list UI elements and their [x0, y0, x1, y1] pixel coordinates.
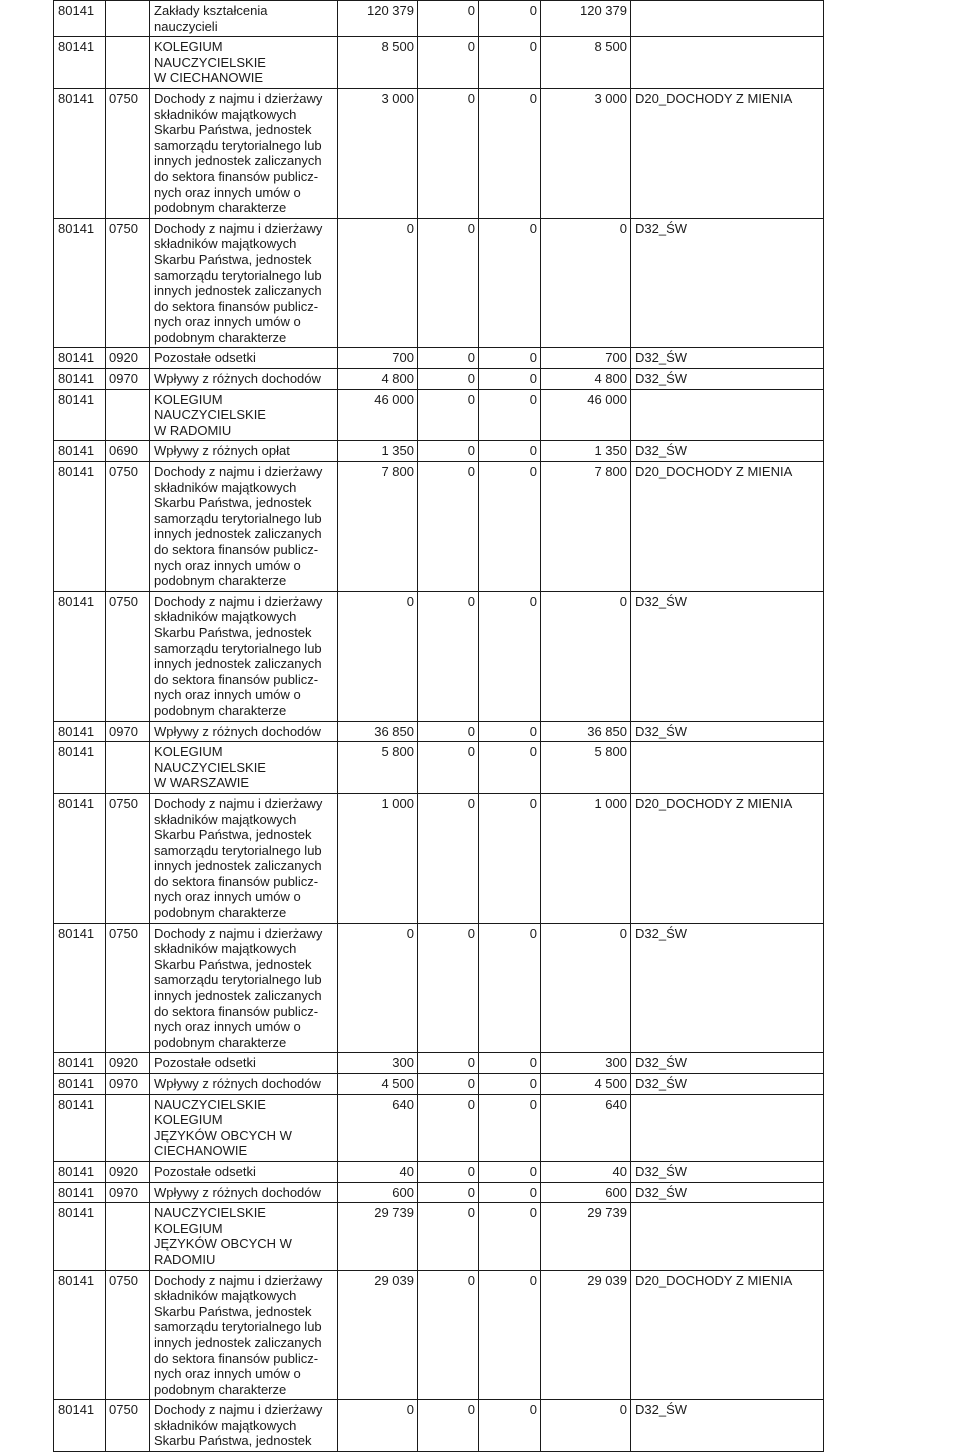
cell-change-1: 0: [418, 389, 479, 441]
cell-source: D20_DOCHODY Z MIENIA: [631, 1270, 824, 1400]
cell-change-2: 0: [479, 1161, 541, 1182]
cell-change-2: 0: [479, 389, 541, 441]
cell-description: Pozostałe odsetki: [150, 1161, 338, 1182]
cell-change-1: 0: [418, 88, 479, 218]
cell-chapter: 80141: [54, 1074, 106, 1095]
cell-description: Wpływy z różnych dochodów: [150, 369, 338, 390]
cell-change-1: 0: [418, 742, 479, 794]
cell-description: Pozostałe odsetki: [150, 348, 338, 369]
cell-after-change: 0: [541, 923, 631, 1053]
cell-source: D32_ŚW: [631, 591, 824, 721]
cell-paragraph: 0920: [106, 1053, 150, 1074]
cell-change-1: 0: [418, 441, 479, 462]
cell-after-change: 4 800: [541, 369, 631, 390]
cell-plan: 5 800: [338, 742, 418, 794]
table-row: [54, 1203, 824, 1270]
cell-change-2: 0: [479, 348, 541, 369]
cell-source: D32_ŚW: [631, 1161, 824, 1182]
cell-change-2: 0: [479, 1182, 541, 1203]
cell-after-change: 40: [541, 1161, 631, 1182]
cell-change-1: 0: [418, 348, 479, 369]
cell-source: D32_ŚW: [631, 1400, 824, 1452]
cell-source: [631, 1203, 824, 1270]
cell-chapter: 80141: [54, 1, 106, 37]
cell-source: [631, 389, 824, 441]
cell-change-1: 0: [418, 923, 479, 1053]
cell-after-change: 5 800: [541, 742, 631, 794]
cell-change-1: 0: [418, 1203, 479, 1270]
budget-table: [53, 0, 824, 1452]
cell-plan: 0: [338, 591, 418, 721]
cell-change-1: 0: [418, 462, 479, 592]
table-row: [54, 369, 824, 390]
cell-source: D32_ŚW: [631, 1074, 824, 1095]
cell-chapter: 80141: [54, 793, 106, 923]
cell-source: D20_DOCHODY Z MIENIA: [631, 88, 824, 218]
cell-description: KOLEGIUM NAUCZYCIELSKIE W CIECHANOWIE: [150, 37, 338, 89]
cell-plan: 120 379: [338, 1, 418, 37]
cell-change-2: 0: [479, 441, 541, 462]
cell-paragraph: 0750: [106, 591, 150, 721]
cell-chapter: 80141: [54, 591, 106, 721]
cell-change-1: 0: [418, 721, 479, 742]
cell-after-change: 700: [541, 348, 631, 369]
cell-paragraph: 0970: [106, 721, 150, 742]
cell-plan: 29 739: [338, 1203, 418, 1270]
cell-paragraph: [106, 1, 150, 37]
cell-change-1: 0: [418, 1094, 479, 1161]
cell-plan: 29 039: [338, 1270, 418, 1400]
cell-change-1: 0: [418, 369, 479, 390]
cell-paragraph: 0750: [106, 793, 150, 923]
cell-plan: 1 350: [338, 441, 418, 462]
cell-source: [631, 742, 824, 794]
cell-description: Dochody z najmu i dzierżawy składników majątkowych Skarbu Państwa, jednostek samorządu terytorialnego lub innych jednostek zaliczanych do sektora finansów publicz- nych oraz innych umów o podobnym charakterze: [150, 218, 338, 348]
cell-chapter: 80141: [54, 37, 106, 89]
cell-change-1: 0: [418, 1270, 479, 1400]
cell-paragraph: 0920: [106, 348, 150, 369]
cell-chapter: 80141: [54, 88, 106, 218]
cell-after-change: 600: [541, 1182, 631, 1203]
cell-source: D32_ŚW: [631, 1053, 824, 1074]
cell-paragraph: 0750: [106, 462, 150, 592]
cell-plan: 36 850: [338, 721, 418, 742]
cell-plan: 300: [338, 1053, 418, 1074]
cell-change-2: 0: [479, 1270, 541, 1400]
table-row: [54, 1182, 824, 1203]
table-row: [54, 441, 824, 462]
cell-chapter: 80141: [54, 389, 106, 441]
cell-after-change: 29 739: [541, 1203, 631, 1270]
cell-description: KOLEGIUM NAUCZYCIELSKIE W WARSZAWIE: [150, 742, 338, 794]
cell-source: [631, 37, 824, 89]
cell-after-change: 0: [541, 1400, 631, 1452]
table-row: [54, 88, 824, 218]
cell-description: Dochody z najmu i dzierżawy składników majątkowych Skarbu Państwa, jednostek samorządu terytorialnego lub innych jednostek zaliczanych do sektora finansów publicz- nych oraz innych umów o podobnym charakterze: [150, 1270, 338, 1400]
cell-plan: 600: [338, 1182, 418, 1203]
cell-change-1: 0: [418, 1161, 479, 1182]
cell-description: Dochody z najmu i dzierżawy składników majątkowych Skarbu Państwa, jednostek samorządu terytorialnego lub innych jednostek zaliczanych do sektora finansów publicz- nych oraz innych umów o podobnym charakterze: [150, 793, 338, 923]
cell-after-change: 1 000: [541, 793, 631, 923]
cell-after-change: 0: [541, 591, 631, 721]
cell-change-1: 0: [418, 218, 479, 348]
cell-change-2: 0: [479, 923, 541, 1053]
cell-chapter: 80141: [54, 923, 106, 1053]
cell-description: Dochody z najmu i dzierżawy składników majątkowych Skarbu Państwa, jednostek samorządu terytorialnego lub innych jednostek zaliczanych do sektora finansów publicz- nych oraz innych umów o podobnym charakterze: [150, 591, 338, 721]
table-row: [54, 923, 824, 1053]
cell-source: D20_DOCHODY Z MIENIA: [631, 462, 824, 592]
cell-description: KOLEGIUM NAUCZYCIELSKIE W RADOMIU: [150, 389, 338, 441]
cell-source: D32_ŚW: [631, 923, 824, 1053]
cell-chapter: 80141: [54, 1094, 106, 1161]
cell-plan: 0: [338, 1400, 418, 1452]
cell-change-2: 0: [479, 591, 541, 721]
cell-after-change: 0: [541, 218, 631, 348]
cell-change-2: 0: [479, 218, 541, 348]
table-row: [54, 218, 824, 348]
cell-change-1: 0: [418, 1182, 479, 1203]
cell-description: NAUCZYCIELSKIE KOLEGIUM JĘZYKÓW OBCYCH W RADOMIU: [150, 1203, 338, 1270]
cell-source: D32_ŚW: [631, 1182, 824, 1203]
cell-after-change: 120 379: [541, 1, 631, 37]
cell-description: NAUCZYCIELSKIE KOLEGIUM JĘZYKÓW OBCYCH W CIECHANOWIE: [150, 1094, 338, 1161]
cell-plan: 4 800: [338, 369, 418, 390]
cell-chapter: 80141: [54, 348, 106, 369]
cell-change-2: 0: [479, 462, 541, 592]
cell-source: [631, 1, 824, 37]
cell-paragraph: 0750: [106, 218, 150, 348]
cell-change-1: 0: [418, 1053, 479, 1074]
table-row: [54, 742, 824, 794]
cell-description: Dochody z najmu i dzierżawy składników majątkowych Skarbu Państwa, jednostek samorządu terytorialnego lub innych jednostek zaliczanych do sektora finansów publicz- nych oraz innych umów o podobnym charakterze: [150, 462, 338, 592]
cell-plan: 8 500: [338, 37, 418, 89]
cell-description: Wpływy z różnych dochodów: [150, 1074, 338, 1095]
cell-paragraph: [106, 742, 150, 794]
cell-change-1: 0: [418, 793, 479, 923]
cell-change-1: 0: [418, 37, 479, 89]
cell-after-change: 8 500: [541, 37, 631, 89]
cell-after-change: 36 850: [541, 721, 631, 742]
cell-plan: 46 000: [338, 389, 418, 441]
table-row: [54, 591, 824, 721]
cell-after-change: 46 000: [541, 389, 631, 441]
cell-paragraph: [106, 1094, 150, 1161]
cell-plan: 700: [338, 348, 418, 369]
cell-chapter: 80141: [54, 1053, 106, 1074]
cell-paragraph: 0920: [106, 1161, 150, 1182]
cell-chapter: 80141: [54, 1270, 106, 1400]
cell-change-2: 0: [479, 1074, 541, 1095]
cell-after-change: 640: [541, 1094, 631, 1161]
table-row: [54, 1053, 824, 1074]
cell-paragraph: 0970: [106, 1074, 150, 1095]
cell-change-2: 0: [479, 742, 541, 794]
table-row: [54, 462, 824, 592]
cell-description: Wpływy z różnych opłat: [150, 441, 338, 462]
cell-change-2: 0: [479, 37, 541, 89]
table-row: [54, 37, 824, 89]
cell-description: Pozostałe odsetki: [150, 1053, 338, 1074]
cell-after-change: 300: [541, 1053, 631, 1074]
cell-paragraph: 0750: [106, 1400, 150, 1452]
cell-plan: 7 800: [338, 462, 418, 592]
cell-plan: 3 000: [338, 88, 418, 218]
table-row: [54, 793, 824, 923]
cell-chapter: 80141: [54, 441, 106, 462]
cell-after-change: 1 350: [541, 441, 631, 462]
table-row: [54, 721, 824, 742]
cell-change-2: 0: [479, 88, 541, 218]
cell-change-2: 0: [479, 1, 541, 37]
cell-paragraph: [106, 37, 150, 89]
cell-paragraph: 0970: [106, 1182, 150, 1203]
cell-paragraph: [106, 1203, 150, 1270]
cell-plan: 40: [338, 1161, 418, 1182]
cell-plan: 4 500: [338, 1074, 418, 1095]
cell-source: D32_ŚW: [631, 441, 824, 462]
cell-paragraph: 0750: [106, 1270, 150, 1400]
cell-plan: 0: [338, 218, 418, 348]
cell-paragraph: 0750: [106, 923, 150, 1053]
table-row: [54, 1161, 824, 1182]
cell-plan: 1 000: [338, 793, 418, 923]
cell-source: D20_DOCHODY Z MIENIA: [631, 793, 824, 923]
cell-description: Wpływy z różnych dochodów: [150, 1182, 338, 1203]
cell-change-1: 0: [418, 1, 479, 37]
table-row: [54, 1, 824, 37]
cell-source: [631, 1094, 824, 1161]
cell-after-change: 3 000: [541, 88, 631, 218]
cell-change-2: 0: [479, 1203, 541, 1270]
cell-change-1: 0: [418, 1400, 479, 1452]
cell-plan: 0: [338, 923, 418, 1053]
cell-chapter: 80141: [54, 462, 106, 592]
cell-source: D32_ŚW: [631, 348, 824, 369]
cell-paragraph: 0690: [106, 441, 150, 462]
table-row: [54, 1094, 824, 1161]
cell-after-change: 4 500: [541, 1074, 631, 1095]
cell-description: Dochody z najmu i dzierżawy składników majątkowych Skarbu Państwa, jednostek: [150, 1400, 338, 1452]
table-body: [54, 1, 824, 1452]
cell-chapter: 80141: [54, 742, 106, 794]
cell-chapter: 80141: [54, 1400, 106, 1452]
cell-chapter: 80141: [54, 1161, 106, 1182]
cell-plan: 640: [338, 1094, 418, 1161]
cell-source: D32_ŚW: [631, 721, 824, 742]
table-row: [54, 1074, 824, 1095]
cell-paragraph: [106, 389, 150, 441]
cell-paragraph: 0750: [106, 88, 150, 218]
cell-after-change: 7 800: [541, 462, 631, 592]
table-row: [54, 1400, 824, 1452]
cell-change-2: 0: [479, 1053, 541, 1074]
cell-description: Dochody z najmu i dzierżawy składników majątkowych Skarbu Państwa, jednostek samorządu terytorialnego lub innych jednostek zaliczanych do sektora finansów publicz- nych oraz innych umów o podobnym charakterze: [150, 923, 338, 1053]
cell-change-2: 0: [479, 721, 541, 742]
cell-change-2: 0: [479, 1094, 541, 1161]
cell-chapter: 80141: [54, 369, 106, 390]
cell-change-2: 0: [479, 793, 541, 923]
cell-chapter: 80141: [54, 1182, 106, 1203]
table-row: [54, 348, 824, 369]
cell-chapter: 80141: [54, 1203, 106, 1270]
cell-change-2: 0: [479, 1400, 541, 1452]
cell-source: D32_ŚW: [631, 369, 824, 390]
table-row: [54, 389, 824, 441]
cell-after-change: 29 039: [541, 1270, 631, 1400]
cell-change-2: 0: [479, 369, 541, 390]
cell-description: Wpływy z różnych dochodów: [150, 721, 338, 742]
cell-chapter: 80141: [54, 218, 106, 348]
table-row: [54, 1270, 824, 1400]
cell-change-1: 0: [418, 1074, 479, 1095]
cell-source: D32_ŚW: [631, 218, 824, 348]
cell-description: Zakłady kształcenia nauczycieli: [150, 1, 338, 37]
cell-chapter: 80141: [54, 721, 106, 742]
cell-description: Dochody z najmu i dzierżawy składników majątkowych Skarbu Państwa, jednostek samorządu terytorialnego lub innych jednostek zaliczanych do sektora finansów publicz- nych oraz innych umów o podobnym charakterze: [150, 88, 338, 218]
cell-change-1: 0: [418, 591, 479, 721]
cell-paragraph: 0970: [106, 369, 150, 390]
